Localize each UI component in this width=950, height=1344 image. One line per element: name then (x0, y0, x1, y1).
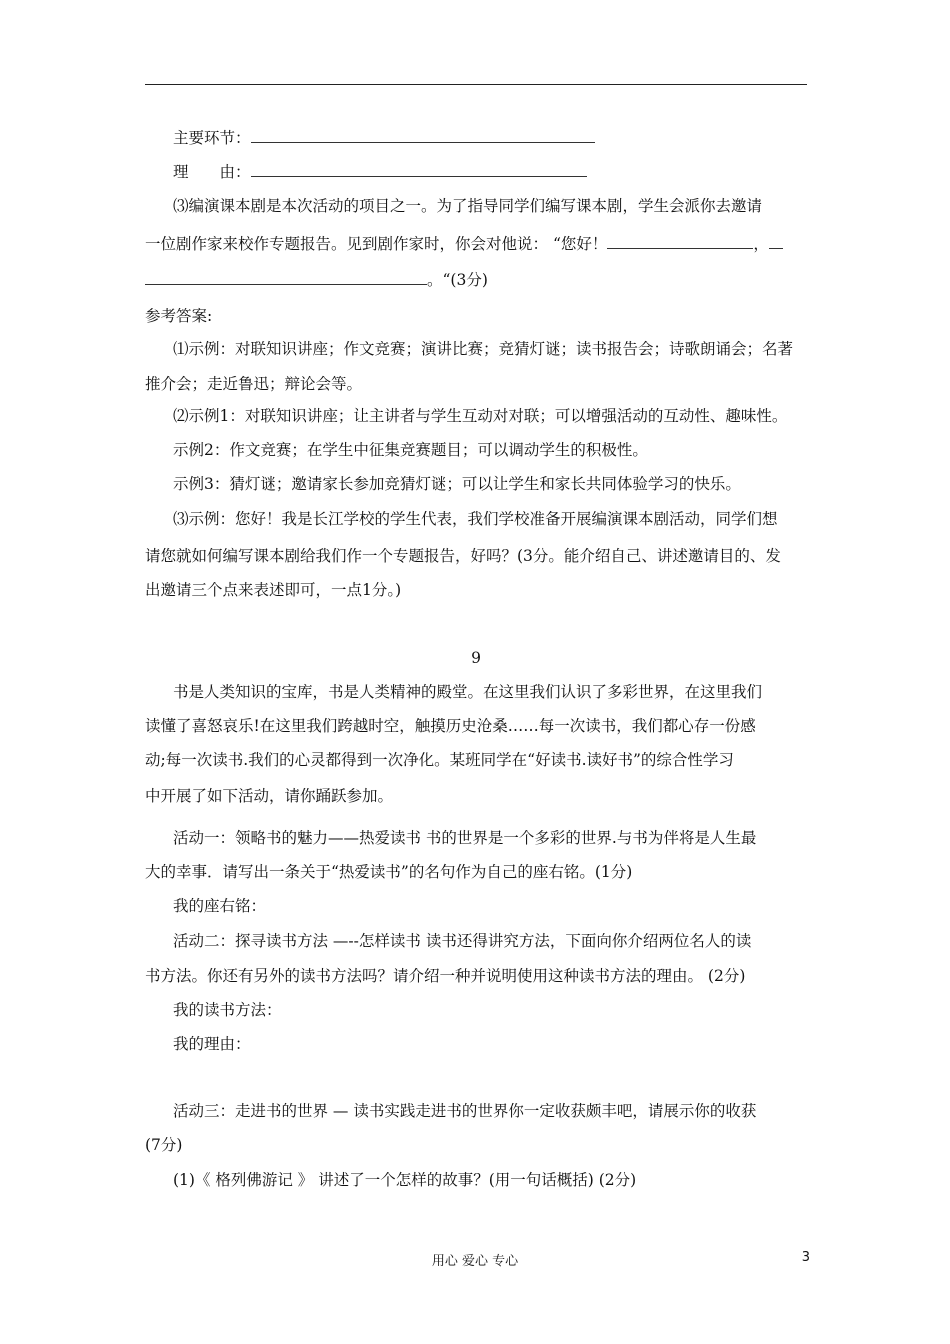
answer2-example3: 示例3：猜灯谜；邀请家长参加竞猜灯谜；可以让学生和家长共同体验学习的快乐。 (173, 475, 741, 493)
answer3-line1: ⑶示例：您好！我是长江学校的学生代表，我们学校准备开展编演课本剧活动，同学们想 (173, 510, 778, 528)
item3-line3 (145, 270, 807, 290)
main-link-blank[interactable] (251, 128, 595, 143)
activity1-line2: 大的幸事．请写出一条关于“热爱读书”的名句作为自己的座右铭。(1分) (145, 863, 633, 881)
q9-paragraph-line1: 书是人类知识的宝库，书是人类精神的殿堂。在这里我们认识了多彩世界，在这里我们 (173, 683, 763, 701)
item3-line1: ⑶编演课本剧是本次活动的项目之一。为了指导同学们编写课本剧，学生会派你去邀请 (173, 197, 763, 215)
item3-comma: ， (753, 235, 769, 253)
activity3-line2: (7分) (145, 1136, 183, 1154)
page-number: 3 (801, 1250, 810, 1265)
answer2-example1: ⑵示例1：对联知识讲座；让主讲者与学生互动对对联；可以增强活动的互动性、趣味性。 (173, 407, 788, 425)
main-link-label: 主要环节： (173, 129, 251, 147)
q9-paragraph-line2: 读懂了喜怒哀乐!在这里我们跨越时空，触摸历史沧桑……每一次读书，我们都心存一份感 (145, 717, 756, 735)
activity3-question1: (1)《 格列佛游记 》 讲述了一个怎样的故事？(用一句话概括) (2分) (173, 1171, 637, 1189)
greeting-blank-3[interactable] (145, 270, 427, 285)
main-link-row (173, 128, 807, 148)
page-footer: 用心 爱心 专心 (431, 1254, 519, 1269)
motto-label: 我的座右铭： (173, 897, 267, 915)
header-rule (145, 84, 807, 85)
my-reason-label: 我的理由： (173, 1035, 251, 1053)
answer2-example2: 示例2：作文竞赛；在学生中征集竞赛题目；可以调动学生的积极性。 (173, 441, 648, 459)
q9-paragraph-line4: 中开展了如下活动，请你踊跃参加。 (145, 787, 394, 805)
item3-end: 。“(3分) (427, 271, 488, 289)
reason-row (173, 162, 807, 182)
greeting-blank-2[interactable] (769, 234, 783, 249)
question-number: 9 (471, 649, 481, 667)
answers-heading: 参考答案: (145, 307, 213, 325)
activity2-line2: 书方法。你还有另外的读书方法吗？请介绍一种并说明使用这种读书方法的理由。 (2分) (145, 967, 746, 985)
answer3-line3: 出邀请三个点来表述即可，一点1分。) (145, 581, 402, 599)
q9-paragraph-line3: 动;每一次读书.我们的心灵都得到一次净化。某班同学在“好读书.读好书”的综合性学习 (145, 751, 734, 769)
my-method-label: 我的读书方法： (173, 1001, 282, 1019)
activity2-line1: 活动二：探寻读书方法 —--怎样读书 读书还得讲究方法，下面向你介绍两位名人的读 (173, 932, 752, 950)
reason-label: 理 由： (173, 163, 251, 181)
reason-blank[interactable] (251, 162, 587, 177)
answer1-line2: 推介会；走近鲁迅；辩论会等。 (145, 375, 363, 393)
answer1-line1: ⑴示例：对联知识讲座；作文竞赛；演讲比赛；竞猜灯谜；读书报告会；诗歌朗诵会；名著 (173, 340, 794, 358)
greeting-blank-1[interactable] (607, 234, 753, 249)
item3-line2 (145, 234, 807, 254)
item3-greeting: “您好！ (552, 235, 608, 253)
item3-prompt: 一位剧作家来校作专题报告。见到剧作家时，你会对他说： (145, 235, 549, 253)
activity3-line1: 活动三：走进书的世界 — 读书实践走进书的世界你一定收获颇丰吧，请展示你的收获 (173, 1102, 757, 1120)
activity1-line1: 活动一：领略书的魅力——热爱读书 书的世界是一个多彩的世界.与书为伴将是人生最 (173, 829, 757, 847)
answer3-line2: 请您就如何编写课本剧给我们作一个专题报告，好吗？(3分。能介绍自己、讲述邀请目的、发 (145, 547, 781, 565)
